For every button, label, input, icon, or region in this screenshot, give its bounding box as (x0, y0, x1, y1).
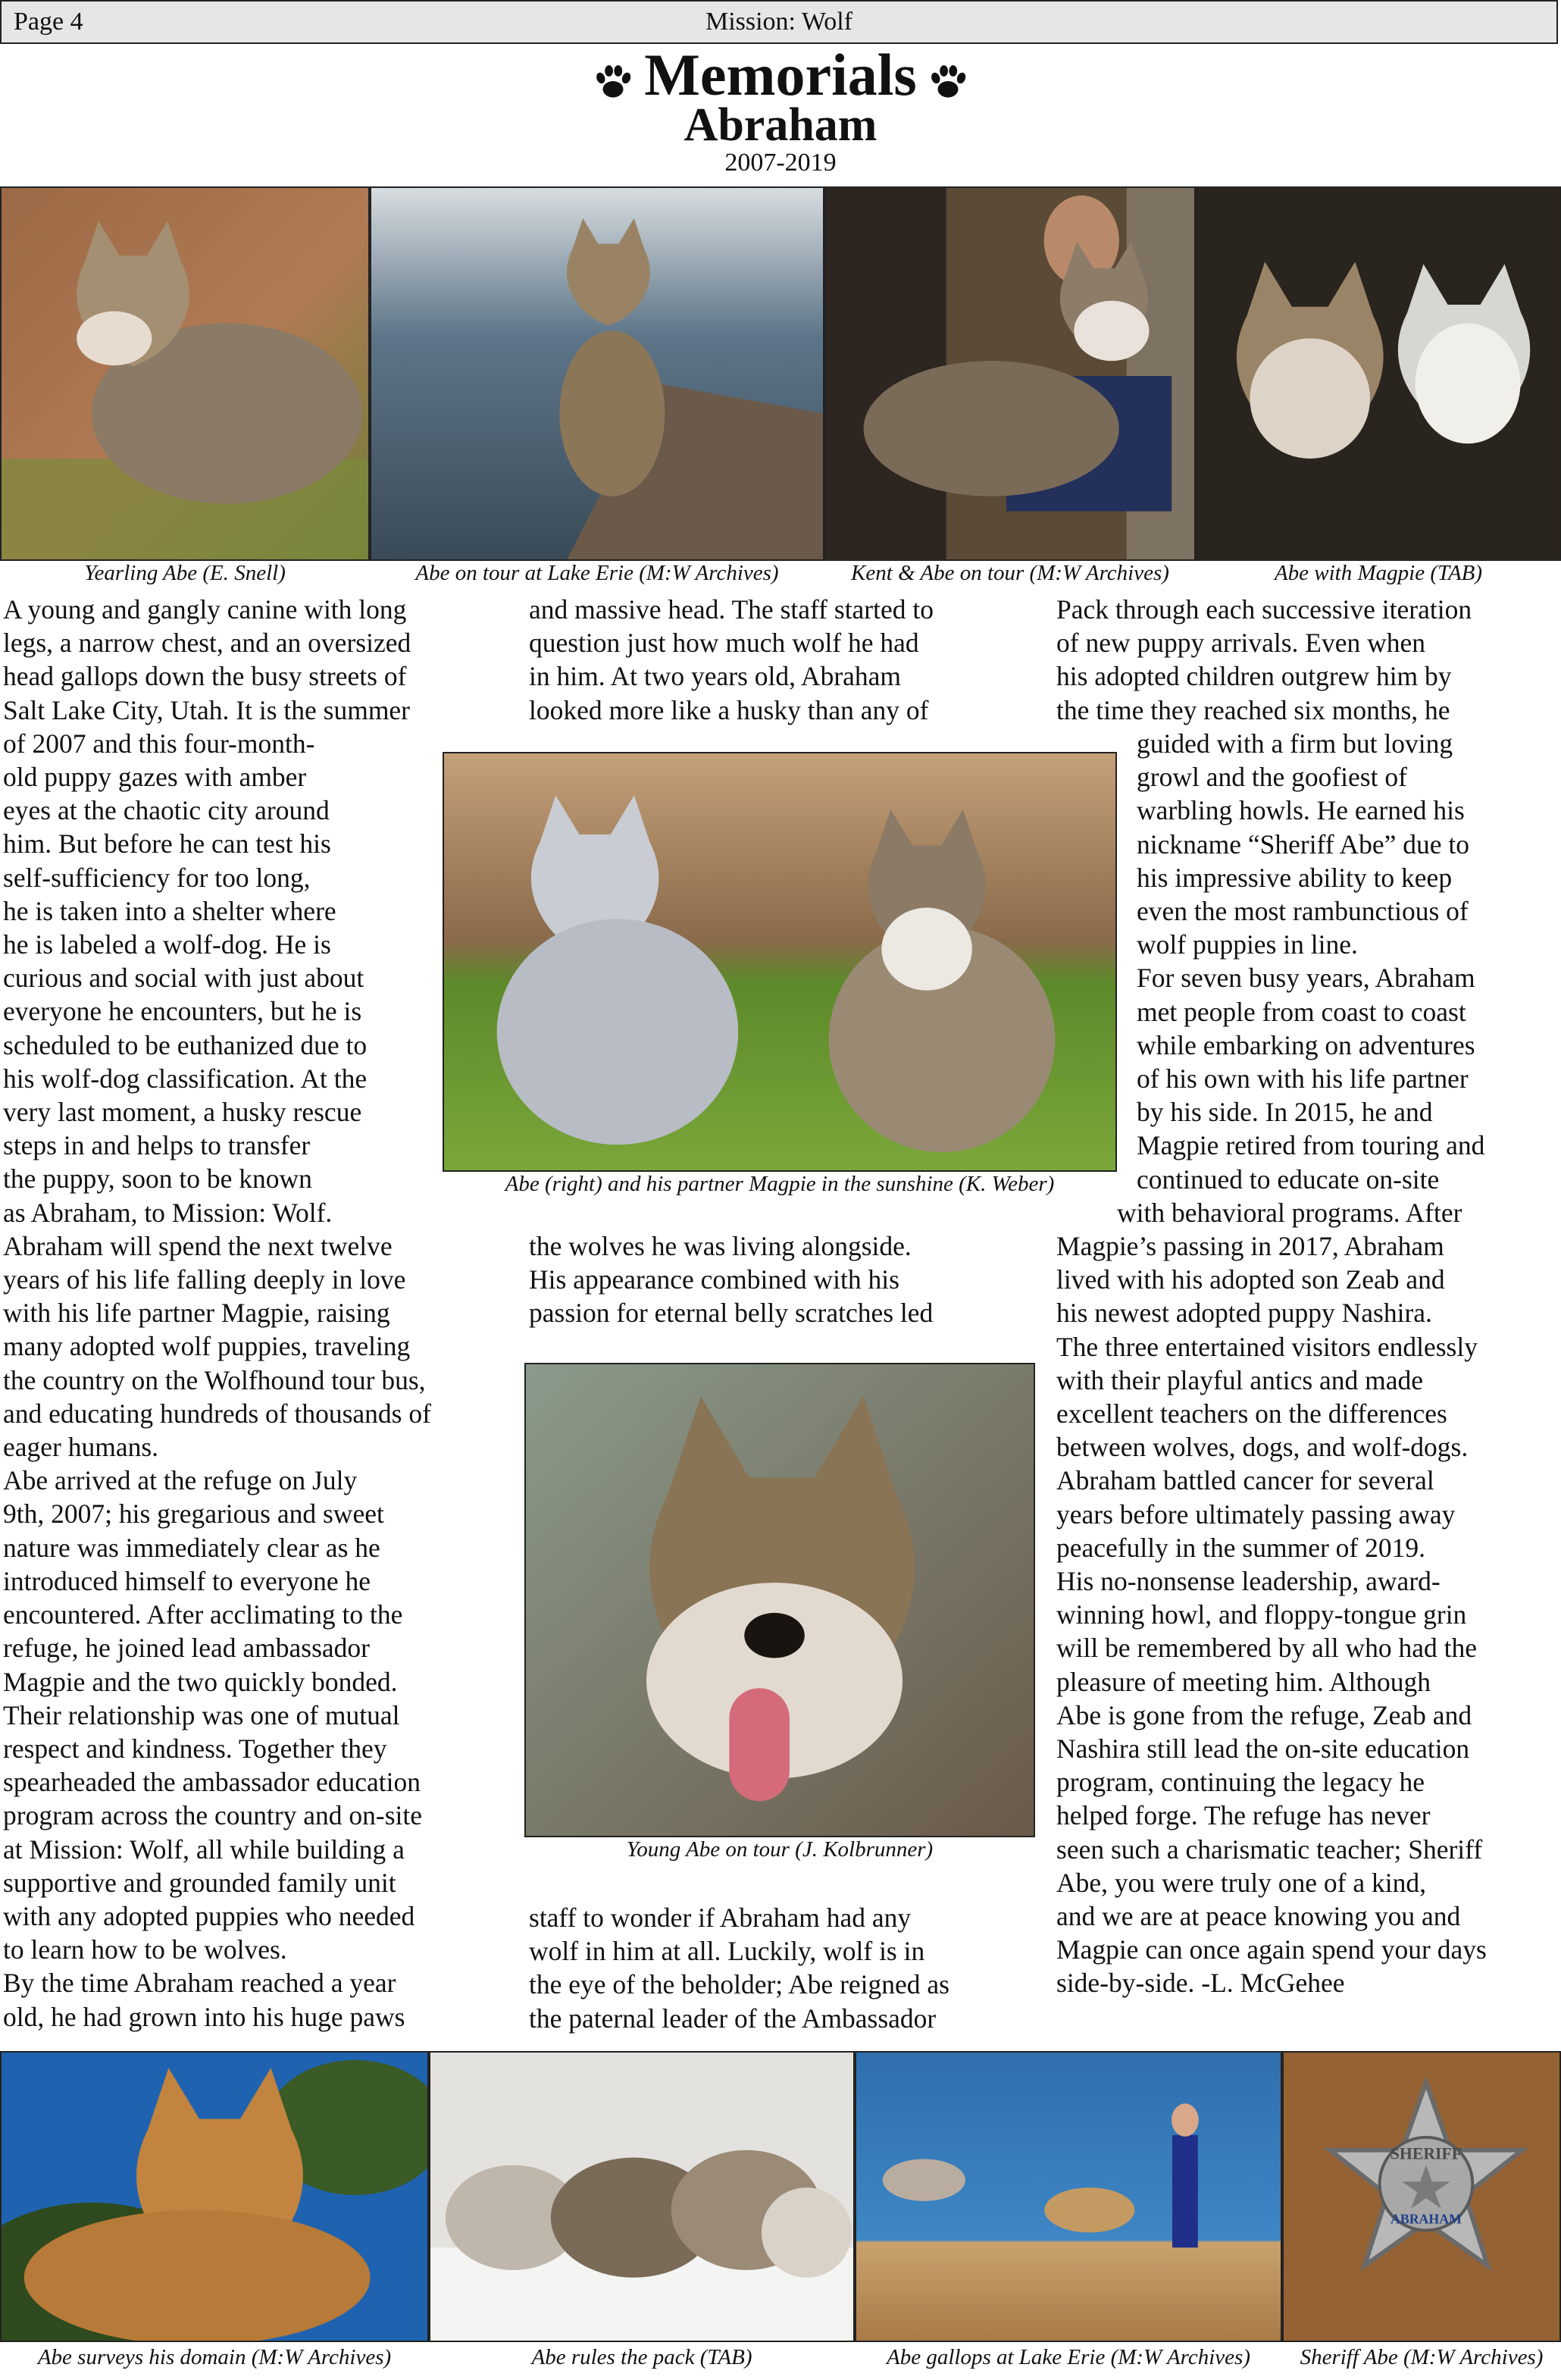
article-line: 9th, 2007; his gregarious and sweet (3, 1498, 384, 1530)
memorial-name: Abraham (684, 99, 877, 151)
article-line: of 2007 and this four-month- (3, 728, 315, 759)
article-line: By the time Abraham reached a year (3, 1968, 396, 1999)
article-line: spearheaded the ambassador education (3, 1767, 421, 1798)
caption-abe-rules-pack: Abe rules the pack (TAB) (531, 2345, 752, 2369)
article-line: of new puppy arrivals. Even when (1056, 628, 1425, 659)
article-column-3c (1117, 1196, 1561, 1229)
article-line: his impressive ability to keep (1137, 862, 1453, 893)
article-line: with his life partner Magpie, raising (3, 1298, 390, 1329)
article-line: nickname “Sheriff Abe” due to (1137, 828, 1470, 860)
article-line: helped forge. The refuge has never (1056, 1800, 1431, 1831)
article-line: A young and gangly canine with long (3, 594, 407, 625)
article-line: side-by-side. -L. McGehee (1056, 1968, 1345, 1999)
article-line: scheduled to be euthanized due to (3, 1029, 368, 1060)
article-line: looked more like a husky than any of (529, 694, 929, 725)
article-line: Abe is gone from the refuge, Zeab and (1056, 1699, 1472, 1730)
article-line: old puppy gazes with amber (3, 762, 307, 793)
paw-print-icon (928, 61, 968, 102)
article-line: Abraham battled cancer for several (1056, 1465, 1434, 1496)
photo-abe-and-magpie-sunshine (443, 752, 1117, 1172)
article-line: self-sufficiency for too long, (3, 862, 311, 893)
article-line: peacefully in the summer of 2019. (1056, 1532, 1425, 1563)
publication-title: Mission: Wolf (705, 8, 853, 36)
article-line: continued to educate on-site (1137, 1163, 1440, 1195)
article-line: seen such a charismatic teacher; Sheriff (1056, 1834, 1483, 1865)
article-line: met people from coast to coast (1137, 996, 1466, 1027)
caption-yearling-abe: Yearling Abe (E. Snell) (84, 561, 286, 585)
memorial-years: 2007-2019 (724, 149, 837, 177)
article-line: Magpie retired from touring and (1137, 1130, 1485, 1161)
article-line: supportive and grounded family unit (3, 1867, 396, 1898)
article-line: passion for eternal belly scratches led (529, 1298, 934, 1329)
article-column-2c (529, 1901, 1044, 2035)
article-line: even the most rambunctious of (1137, 896, 1469, 927)
article-line: head gallops down the busy streets of (3, 661, 407, 692)
caption-abe-gallops-lake-erie: Abe gallops at Lake Erie (M:W Archives) (887, 2345, 1250, 2369)
article-line: the time they reached six months, he (1056, 694, 1450, 725)
section-label: Memorials (644, 42, 917, 108)
article-line: the country on the Wolfhound tour bus, (3, 1364, 426, 1395)
article-line: refuge, he joined lead ambassador (3, 1633, 370, 1664)
article-line: winning howl, and floppy-tongue grin (1056, 1599, 1467, 1630)
photo-kent-and-abe (824, 186, 1196, 561)
article-line: years before ultimately passing away (1056, 1498, 1456, 1530)
article-line: nature was immediately clear as he (3, 1532, 380, 1563)
article-line: Magpie can once again spend your days (1056, 1934, 1487, 1965)
article-line: everyone he encounters, but he is (3, 996, 362, 1027)
article-line: by his side. In 2015, he and (1137, 1097, 1433, 1128)
article-line: legs, a narrow chest, and an oversized (3, 628, 411, 659)
article-line: the puppy, soon to be known (3, 1163, 312, 1195)
article-line: old, he had grown into his huge paws (3, 2001, 405, 2032)
caption-sheriff-abe: Sheriff Abe (M:W Archives) (1300, 2345, 1544, 2369)
article-line: years of his life falling deeply in love (3, 1264, 406, 1295)
article-line: Abraham will spend the next twelve (3, 1230, 393, 1261)
article-line: excellent teachers on the differences (1056, 1398, 1447, 1430)
article-line: Magpie’s passing in 2017, Abraham (1056, 1231, 1444, 1261)
article-line: Pack through each successive iteration (1056, 594, 1472, 625)
photo-sheriff-abe (1282, 2051, 1561, 2342)
photo-abe-gallops-lake-erie (855, 2051, 1282, 2342)
badge-title: SHERIFF (1390, 2144, 1462, 2163)
article-line: while embarking on adventures (1137, 1029, 1475, 1060)
article-line: The three entertained visitors endlessly (1056, 1331, 1478, 1362)
article-line: and we are at peace knowing you and (1056, 1901, 1461, 1932)
article-line: Salt Lake City, Utah. It is the summer (3, 694, 411, 725)
article-line: program, continuing the legacy he (1056, 1767, 1425, 1798)
caption-kent-and-abe: Kent & Abe on tour (M:W Archives) (851, 561, 1169, 585)
article-line: pleasure of meeting him. Although (1056, 1666, 1431, 1697)
article-line: steps in and helps to transfer (3, 1130, 311, 1161)
photo-abe-surveys-domain (0, 2051, 429, 2342)
article-line: very last moment, a husky rescue (3, 1097, 362, 1128)
article-line: Nashira still lead the on-site education (1056, 1733, 1470, 1765)
article-line: question just how much wolf he had (529, 628, 919, 659)
article-column-3b (1137, 727, 1561, 1196)
article-line: eyes at the chaotic city around (3, 795, 330, 826)
photo-abe-with-magpie (1196, 186, 1561, 561)
article-line: For seven busy years, Abraham (1137, 963, 1475, 994)
article-line: curious and social with just about (3, 963, 364, 994)
article-line: growl and the goofiest of (1137, 762, 1407, 793)
article-line: wolf puppies in line. (1137, 929, 1358, 960)
photo-young-abe-on-tour (524, 1363, 1035, 1837)
article-line: with behavioral programs. After (1117, 1198, 1462, 1228)
article-line: His appearance combined with his (529, 1264, 899, 1295)
badge-name: ABRAHAM (1390, 2211, 1462, 2227)
article-column-3d (1056, 1229, 1561, 2000)
article-line: wolf in him at all. Luckily, wolf is in (529, 1936, 925, 1967)
caption-lake-erie-tour: Abe on tour at Lake Erie (M:W Archives) (415, 561, 779, 585)
article-line: Abe, you were truly one of a kind, (1056, 1867, 1426, 1898)
article-line: his adopted children outgrew him by (1056, 661, 1452, 692)
article-line: in him. At two years old, Abraham (529, 661, 902, 692)
article-line: program across the country and on-site (3, 1800, 423, 1831)
article-line: guided with a firm but loving (1137, 728, 1453, 759)
article-line: lived with his adopted son Zeab and (1056, 1264, 1445, 1295)
article-line: Their relationship was one of mutual (3, 1699, 400, 1730)
article-line: the paternal leader of the Ambassador (529, 2003, 937, 2034)
article-line: with their playful antics and made (1056, 1364, 1424, 1395)
article-line: many adopted wolf puppies, traveling (3, 1331, 411, 1362)
article-column-1 (3, 593, 512, 2034)
photo-lake-erie-tour (370, 186, 824, 561)
article-column-2b (529, 1229, 1044, 1330)
article-line: Magpie and the two quickly bonded. (3, 1666, 398, 1697)
article-line: between wolves, dogs, and wolf-dogs. (1056, 1432, 1469, 1463)
article-line: introduced himself to everyone he (3, 1565, 371, 1596)
article-line: staff to wonder if Abraham had any (529, 1902, 912, 1933)
paw-print-icon (593, 61, 633, 102)
article-line: the wolves he was living alongside. (529, 1231, 912, 1261)
article-line: Abe arrived at the refuge on July (3, 1465, 358, 1496)
article-line: eager humans. (3, 1432, 159, 1463)
photo-abe-rules-pack (429, 2051, 855, 2342)
article-column-2a (529, 593, 1044, 727)
caption-abe-with-magpie: Abe with Magpie (TAB) (1274, 561, 1483, 585)
caption-abe-and-magpie-sunshine: Abe (right) and his partner Magpie in the sunshine (K. Weber) (505, 1172, 1055, 1196)
article-line: his wolf-dog classification. At the (3, 1063, 368, 1094)
caption-young-abe-on-tour: Young Abe on tour (J. Kolbrunner) (626, 1837, 934, 1862)
article-line: and educating hundreds of thousands of (3, 1398, 431, 1429)
article-line: and massive head. The staff started to (529, 594, 934, 625)
article-line: at Mission: Wolf, all while building a (3, 1834, 405, 1865)
article-line: His no-nonsense leadership, award- (1056, 1566, 1441, 1597)
article-line: he is taken into a shelter where (3, 895, 336, 926)
article-line: encountered. After acclimating to the (3, 1599, 403, 1630)
page-header (0, 0, 1558, 44)
article-column-3a (1056, 593, 1561, 727)
article-line: he is labeled a wolf-dog. He is (3, 929, 331, 960)
article-line: warbling howls. He earned his (1137, 795, 1465, 826)
article-line: will be remembered by all who had the (1056, 1633, 1477, 1664)
article-line: respect and kindness. Together they (3, 1733, 387, 1764)
article-line: as Abraham, to Mission: Wolf. (3, 1197, 333, 1228)
article-line: him. But before he can test his (3, 828, 331, 860)
caption-abe-surveys-domain: Abe surveys his domain (M:W Archives) (37, 2345, 392, 2369)
article-line: of his own with his life partner (1137, 1063, 1469, 1094)
article-line: with any adopted puppies who needed (3, 1900, 415, 1931)
article-line: to learn how to be wolves. (3, 1934, 287, 1965)
article-line: his newest adopted puppy Nashira. (1056, 1298, 1432, 1329)
page-number: Page 4 (14, 8, 83, 36)
photo-yearling-abe (0, 186, 370, 561)
article-line: the eye of the beholder; Abe reigned as (529, 1969, 949, 2000)
